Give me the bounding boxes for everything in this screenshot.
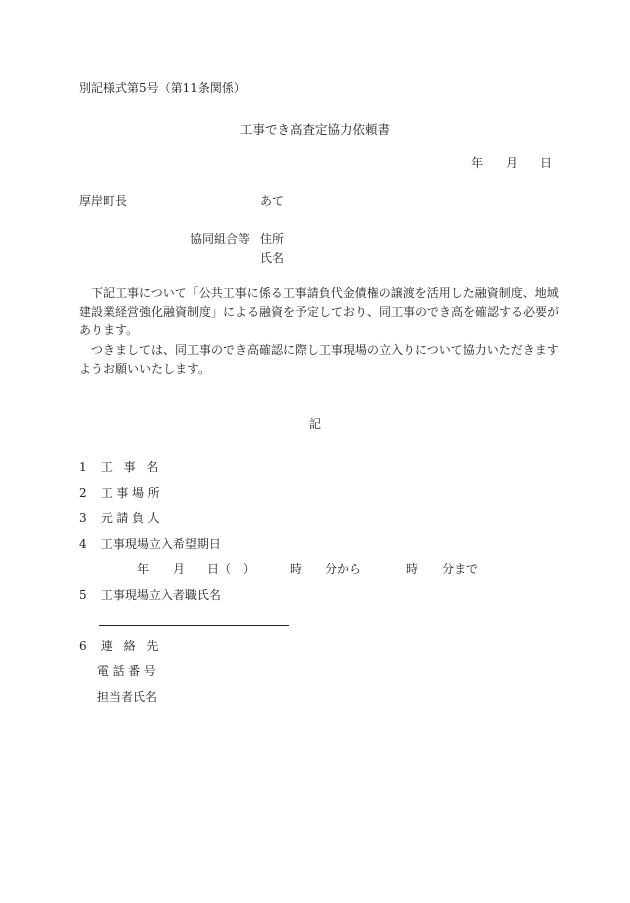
schedule-minute-to: 分まで	[442, 562, 479, 576]
item-construction-name	[79, 461, 169, 473]
item-construction-site	[79, 487, 163, 499]
schedule-hour-to: 時	[406, 562, 419, 576]
addressee-name: 厚岸町長	[79, 194, 128, 208]
item-number: 5	[79, 588, 87, 602]
item-prime-contractor	[79, 512, 163, 524]
item-contact	[79, 640, 169, 652]
item-number: 3	[79, 511, 87, 525]
schedule-month: 月	[173, 562, 186, 576]
schedule-hour-from: 時	[290, 562, 303, 576]
entrant-signature-line	[99, 625, 289, 626]
item-label: 工事現場立入者職氏名	[100, 588, 221, 602]
date-month-label: 月	[506, 156, 519, 170]
ki-heading: 記	[308, 417, 321, 431]
item-label: 元請負人	[100, 511, 164, 525]
item-entry-date	[79, 538, 221, 550]
item-number: 1	[79, 460, 87, 474]
sender-address-label: 住所	[260, 232, 285, 246]
contact-phone-label: 電話番号	[97, 664, 160, 678]
item-number: 2	[79, 486, 87, 500]
item-label: 工事現場立入希望期日	[100, 537, 221, 551]
item-number: 6	[79, 639, 87, 653]
item-entrant-name	[79, 589, 221, 601]
item-label: 工事名	[100, 460, 170, 474]
item-number: 4	[79, 537, 87, 551]
addressee-suffix: あて	[260, 194, 285, 208]
body-paragraph-1: 下記工事について「公共工事に係る工事請負代金債権の譲渡を活用した融資制度、地域建設業経営強化融資制度」による融資を予定しており、同工事のでき高を確認する必要があります。	[79, 286, 560, 337]
item-label: 工事場所	[100, 486, 164, 500]
schedule-year: 年	[137, 562, 150, 576]
schedule-minute-from: 分から	[325, 562, 362, 576]
date-year-label: 年	[471, 156, 484, 170]
body-paragraph-2: つきましては、同工事のでき高確認に際し工事現場の立入りについて協力いただきますようお願いいたします。	[79, 343, 559, 376]
schedule-day-weekday: 日（ ）	[207, 562, 256, 576]
sender-org-label: 協同組合等	[190, 232, 251, 246]
item-label: 連絡先	[100, 639, 170, 653]
document-title: 工事でき高査定協力依頼書	[239, 122, 390, 137]
date-day-label: 日	[540, 156, 553, 170]
contact-person-label: 担当者氏名	[97, 690, 158, 704]
sender-name-label: 氏名	[260, 251, 285, 265]
form-number-label: 別記様式第5号（第11条関係）	[79, 81, 246, 95]
